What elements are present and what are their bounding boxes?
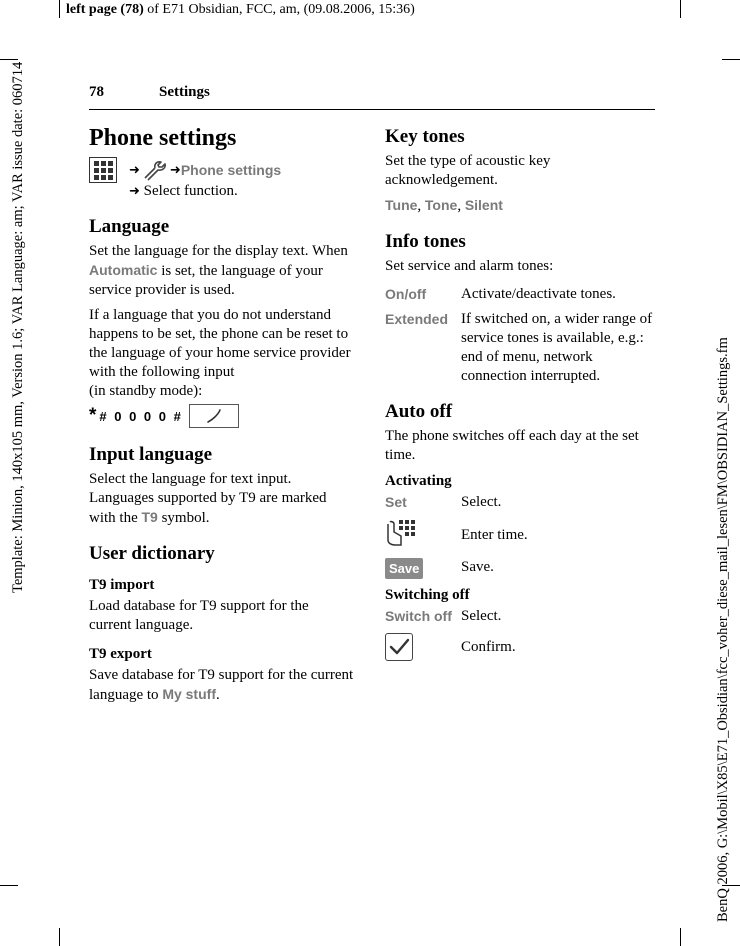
key-tones-heading: Key tones bbox=[385, 126, 465, 147]
page-number: 78 bbox=[89, 84, 104, 100]
crop-mark bbox=[59, 0, 60, 18]
activating-steps bbox=[385, 493, 655, 579]
language-reset-text: If a language that you do not understand happens to be set, the phone can be reset to the language of your home service provider with the following input (in standby mode): bbox=[89, 307, 351, 399]
running-head bbox=[89, 84, 210, 101]
save-softkey: Save bbox=[385, 558, 423, 579]
call-key-icon bbox=[189, 404, 239, 428]
menu-path bbox=[89, 158, 354, 182]
crop-mark bbox=[722, 59, 740, 60]
switching-off-heading: Switching off bbox=[385, 587, 470, 603]
menu-path-item: Phone settings bbox=[180, 162, 282, 178]
list-item: On/off Activate/deactivate tones. bbox=[385, 286, 616, 302]
arrow-icon: ➜ bbox=[129, 184, 140, 199]
info-tones-heading: Info tones bbox=[385, 231, 466, 252]
list-item: Set Select. bbox=[385, 494, 502, 510]
activating-heading: Activating bbox=[385, 473, 452, 489]
header-rule bbox=[89, 109, 655, 110]
left-column bbox=[89, 122, 354, 711]
section-name: Settings bbox=[159, 84, 210, 100]
list-item: Save Save. bbox=[385, 558, 655, 579]
print-info: left page (78) of E71 Obsidian, FCC, am, (09.08.2006, 15:36) bbox=[66, 2, 415, 17]
language-description: Set the language for the display text. When Automatic is set, the language of your service provider is used. bbox=[89, 243, 348, 298]
crop-mark bbox=[680, 928, 681, 946]
language-heading: Language bbox=[89, 216, 170, 237]
input-language-description: Select the language for text input. Languages supported by T9 are marked with the T9 symbol. bbox=[89, 471, 327, 526]
crop-mark bbox=[680, 0, 681, 18]
checkmark-icon bbox=[385, 633, 413, 661]
info-tones-options bbox=[385, 285, 655, 386]
list-item: Switch off Select. bbox=[385, 608, 502, 624]
right-column bbox=[385, 122, 655, 668]
t9-import-heading: T9 import bbox=[89, 577, 155, 593]
list-item: Confirm. bbox=[385, 632, 655, 662]
crop-mark bbox=[59, 928, 60, 946]
file-path-info: BenQ 2006, G:\Mobil\X85\E71_Obsidian\fcc_voher_diese_mail_lesen\FM\OBSIDIAN_Settings.fm bbox=[715, 337, 731, 922]
template-info: Template: Minion, 140x105 mm, Version 1.6; VAR Language: am; VAR issue date: 060714 bbox=[10, 62, 26, 594]
menu-path-instruction: ➜ Select function. bbox=[129, 183, 238, 199]
key-tones-description: Set the type of acoustic key acknowledgement. bbox=[385, 153, 551, 188]
keypad-hand-icon bbox=[385, 518, 417, 546]
info-tones-description: Set service and alarm tones: bbox=[385, 258, 554, 274]
key-tones-options: Tune, Tone, Silent bbox=[385, 197, 503, 214]
t9-export-heading: T9 export bbox=[89, 646, 152, 662]
auto-off-heading: Auto off bbox=[385, 401, 453, 422]
switching-off-steps bbox=[385, 607, 655, 662]
arrow-icon: ➜ bbox=[129, 162, 140, 178]
list-item: Extended If switched on, a wider range of service tones is available, e.g.: end of menu, network connection interrupted. bbox=[385, 311, 653, 384]
reset-key-sequence: * # 0 0 0 0 # bbox=[89, 403, 354, 429]
t9-import-text: Load database for T9 support for the current language. bbox=[89, 598, 309, 633]
crop-mark bbox=[0, 59, 18, 60]
page-title: Phone settings bbox=[89, 125, 237, 151]
menu-grid-icon bbox=[89, 157, 117, 183]
auto-off-description: The phone switches off each day at the set time. bbox=[385, 428, 639, 463]
list-item: Enter time. bbox=[385, 518, 655, 552]
t9-export-text: Save database for T9 support for the current language to My stuff. bbox=[89, 667, 354, 703]
arrow-icon: ➜ bbox=[169, 162, 181, 178]
user-dictionary-heading: User dictionary bbox=[89, 543, 215, 564]
wrench-icon bbox=[142, 159, 168, 181]
input-language-heading: Input language bbox=[89, 444, 213, 465]
